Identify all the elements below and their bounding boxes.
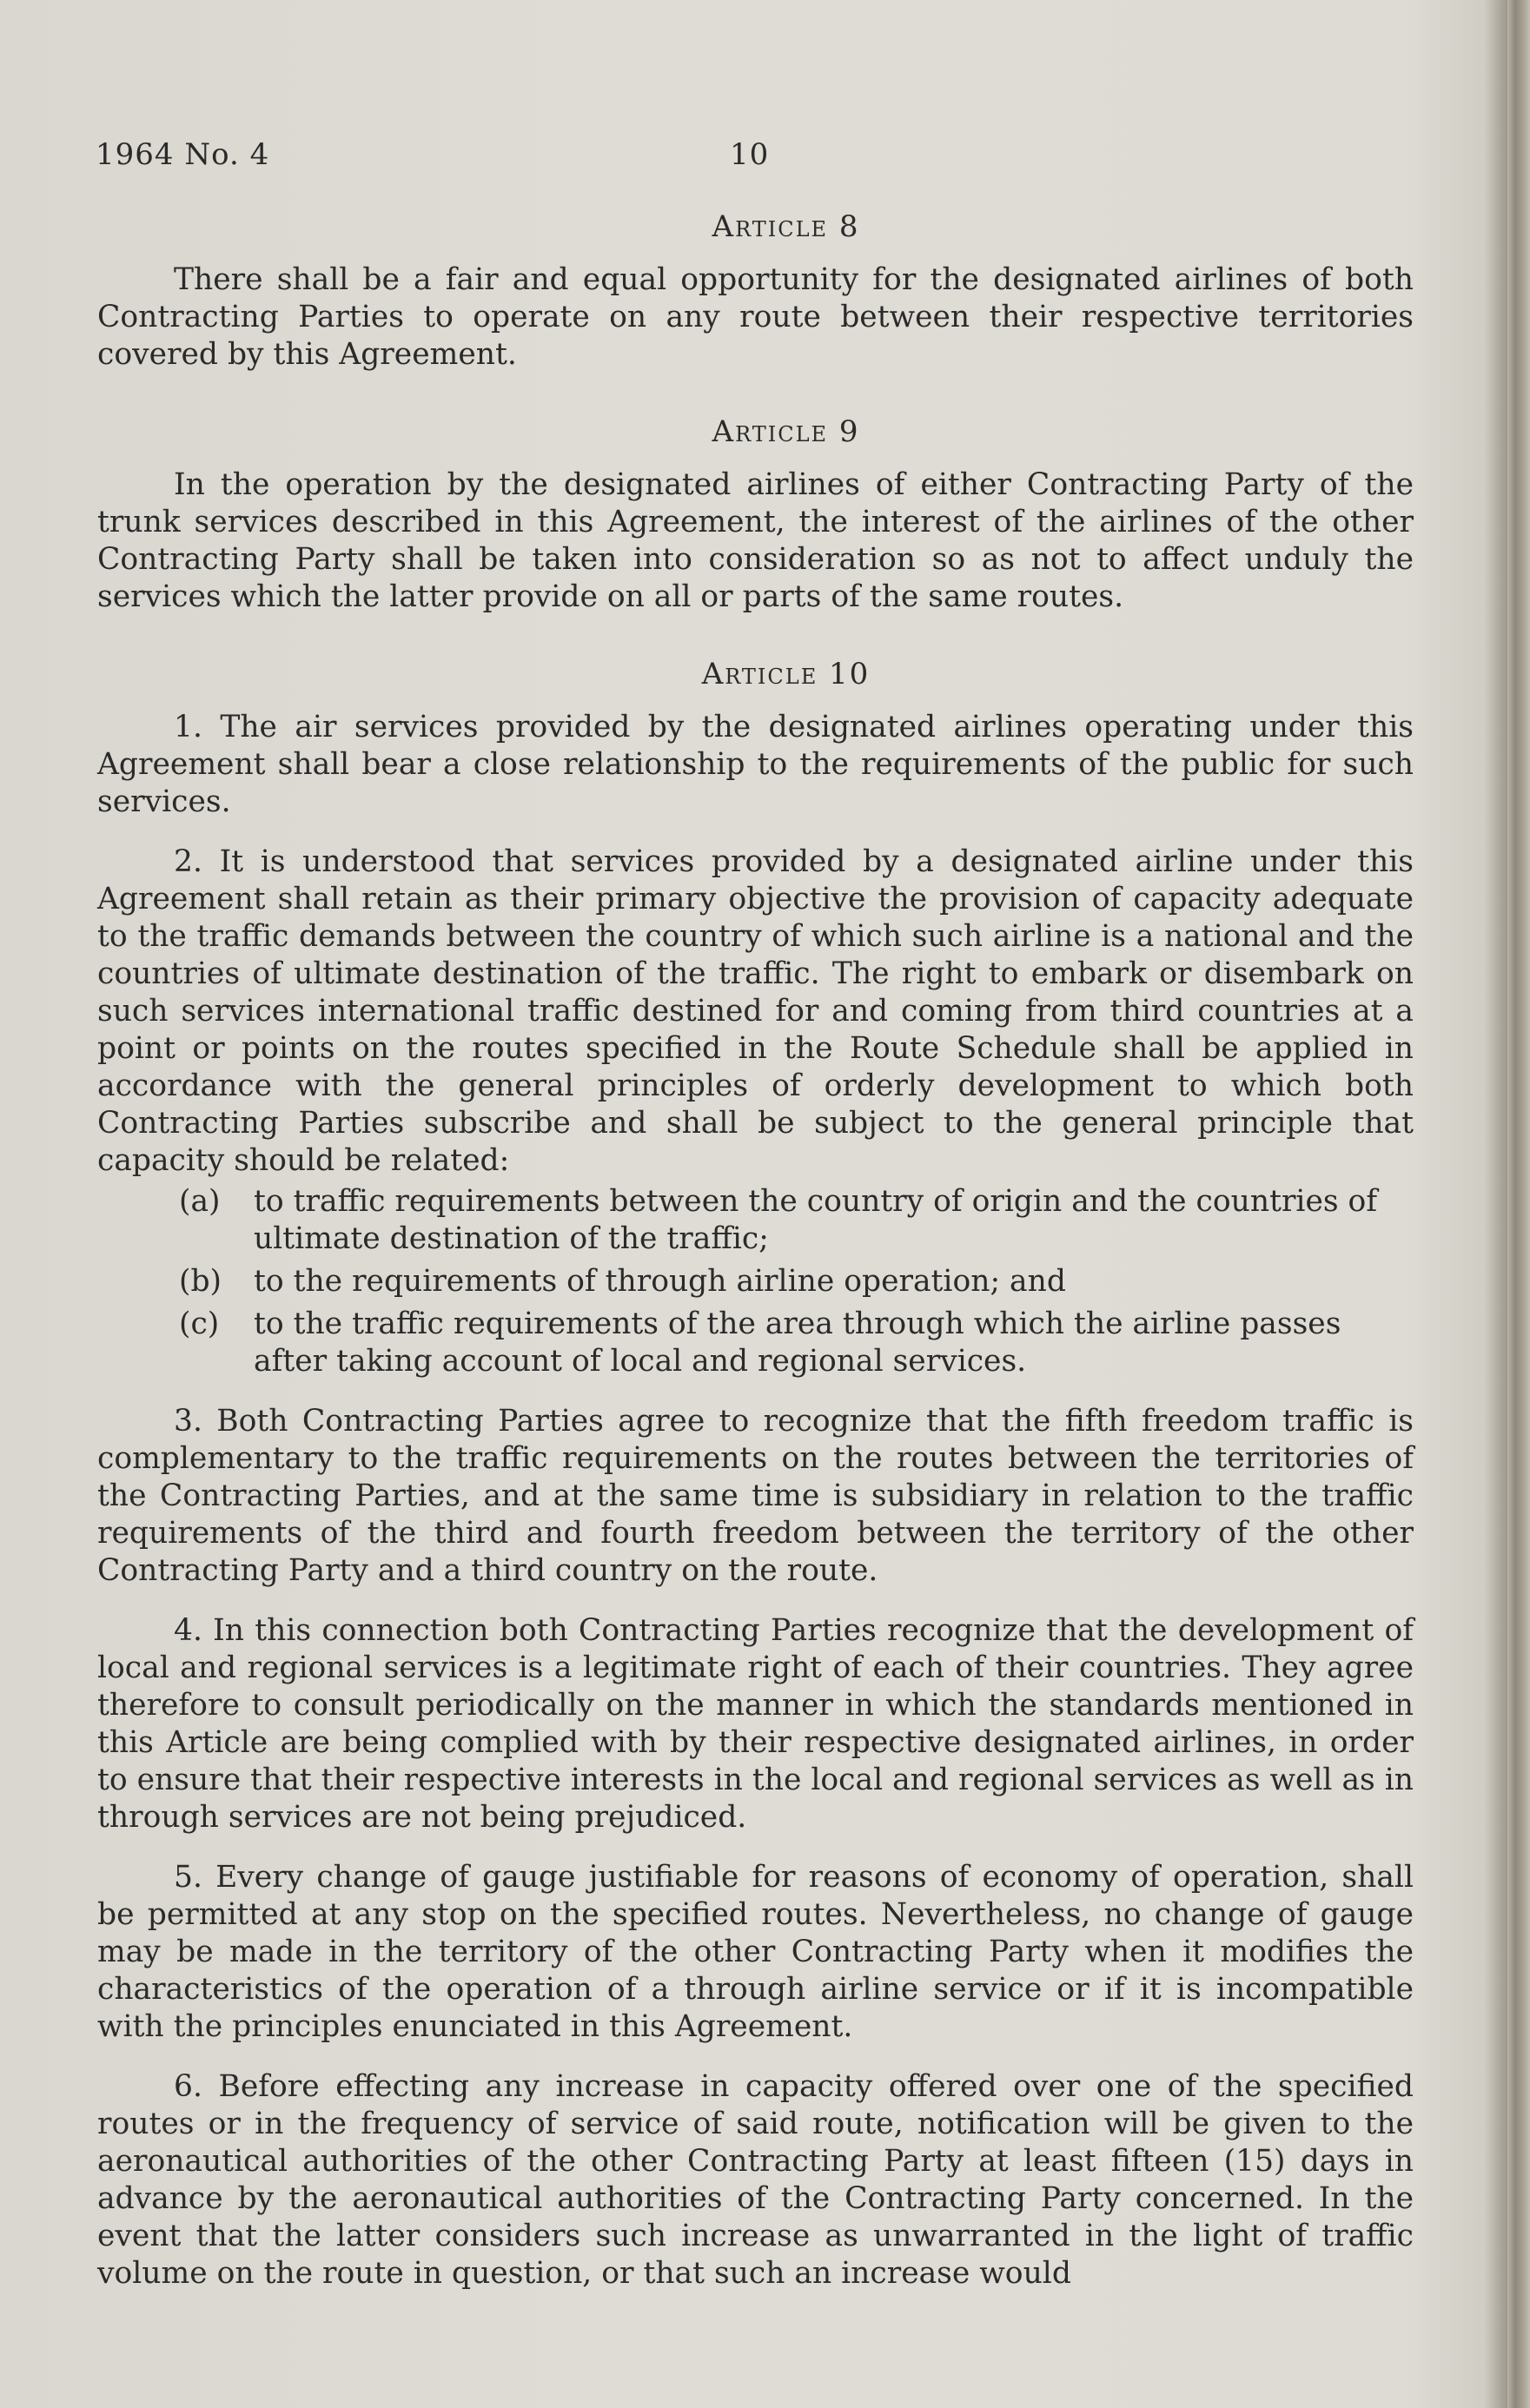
list-item-text: to the traffic requirements of the area through which the airline passes after taking account of local and regional services.	[254, 1307, 1341, 1379]
article-10-paragraph-5: 5. Every change of gauge justifiable for reasons of economy of operation, shall be permitted at any stop on the specified routes. Nevertheless, no change of gauge may be made in the territory of the other Contracting Party when it modifies the characteristics of the operation of a through airline service or if it is incompatible with the principles enunciated in this Agreement.	[97, 1860, 1414, 2044]
list-item-text: to the requirements of through airline operation; and	[254, 1264, 1066, 1299]
list-item-text: to traffic requirements between the country of origin and the countries of ultimate destination of the traffic;	[254, 1184, 1378, 1256]
page-header	[96, 137, 1416, 179]
article-8-text: There shall be a fair and equal opportunity for the designated airlines of both Contracting Parties to operate on any route between their respective territories covered by this Agreement.	[97, 262, 1414, 372]
article-10-paragraph-4: 4. In this connection both Contracting Parties recognize that the development of local and regional services is a legitimate right of each of their countries. They agree therefore to consult periodically on the manner in which the standards mentioned in this Article are being complied with by their respective designated airlines, in order to ensure that their respective interests in the local and regional services as well as in through services are not being prejudiced.	[97, 1613, 1414, 1835]
article-10-heading: Article 10	[701, 657, 871, 691]
article-10-paragraph-2: 2. It is understood that services provided by a designated airline under this Agreement shall retain as their primary objective the provision of capacity adequate to the traffic demands between the country of which such airline is a national and the countries of ultimate destination of the traffic. The right to embark or disembark on such services international traffic destined for and coming from third countries at a point or points on the routes specified in the Route Schedule shall be applied in accordance with the general principles of orderly development to which both Contracting Parties subscribe and shall be subject to the general principle that capacity should be related:	[97, 844, 1414, 1178]
article-10-paragraph-6: 6. Before effecting any increase in capacity offered over one of the specified routes or in the frequency of service of said route, notification will be given to the aeronautical authorities of the other Contracting Party at least fifteen (15) days in advance by the aeronautical authorities of the Contracting Party concerned. In the event that the latter considers such increase as unwarranted in the light of traffic volume on the route in question, or that such an increase would	[97, 2069, 1414, 2291]
article-8-heading: Article 8	[712, 209, 860, 244]
page-body	[97, 208, 1414, 2292]
list-item	[97, 1183, 1414, 1258]
capacity-criteria-list	[97, 1183, 1414, 1380]
list-item	[97, 1306, 1414, 1380]
article-9-text: In the operation by the designated airlines of either Contracting Party of the trunk services described in this Agreement, the interest of the airlines of the other Contracting Party shall be taken into consideration so as not to affect unduly the services which the latter provide on all or parts of the same routes.	[97, 467, 1414, 614]
list-item-label: (a)	[179, 1184, 221, 1219]
book-spine-edge	[1507, 0, 1530, 2408]
year-and-number: 1964 No. 4	[96, 137, 270, 172]
article-10-paragraph-3: 3. Both Contracting Parties agree to recognize that the fifth freedom traffic is complementary to the traffic requirements on the routes between the territories of the Contracting Parties, and at the same time is subsidiary in relation to the traffic requirements of the third and fourth freedom between the territory of the other Contracting Party and a third country on the route.	[97, 1404, 1414, 1588]
list-item	[97, 1263, 1414, 1300]
article-9-heading: Article 9	[712, 414, 860, 449]
page-number: 10	[730, 137, 770, 172]
list-item-label: (b)	[179, 1264, 222, 1299]
list-item-label: (c)	[179, 1307, 220, 1341]
article-10-paragraph-1: 1. The air services provided by the designated airlines operating under this Agreement shall bear a close relationship to the requirements of the public for such services.	[97, 710, 1414, 819]
